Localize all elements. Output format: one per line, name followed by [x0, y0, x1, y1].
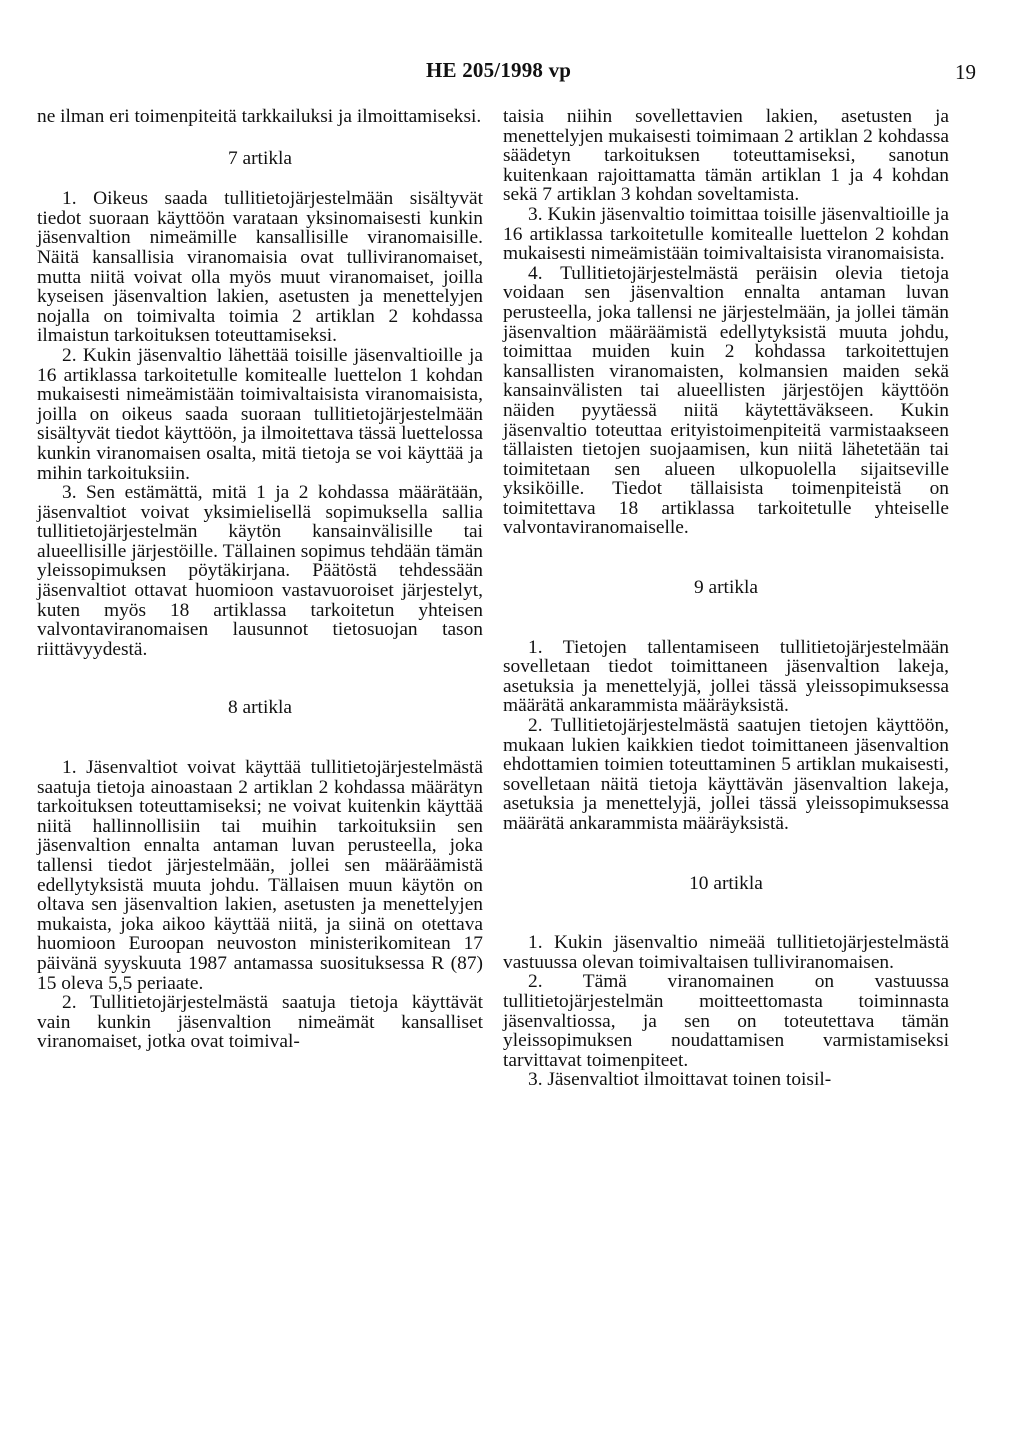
- document-id: HE 205/1998 vp: [426, 58, 572, 82]
- article-10-heading: 10 artikla: [689, 872, 763, 894]
- article-7-heading: 7 artikla: [227, 147, 293, 169]
- article-8-paragraph-3: 3. Kukin jäsenvaltio toimittaa toisille jäsenvaltioille ja 16 artiklassa tarkoitetulle komitealle luettelon 2 kohdan mukaisesti nimeämistään toimivaltaisista viranomaisista.: [503, 203, 949, 265]
- article-9-paragraph-1: 1. Tietojen tallentamiseen tullitietojärjestelmään sovelletaan tiedot toimittaneen jäsenvaltion lakeja, asetuksia ja menettelyjä, jollei tässä yleissopimuksessa määrätä ankarammista määräyksistä.: [503, 636, 949, 717]
- article-7-paragraph-3: 3. Sen estämättä, mitä 1 ja 2 kohdassa määrätään, jäsenvaltiot voivat yksimielisellä sopimuksella sallia tullitietojärjestelmän käytön kansainvälisille tai alueellisille järjestöille. Tällainen sopimus tehdään tämän yleissopimuksen pöytäkirjana. Päätöstä tehdessään jäsenvaltiot ottavat huomioon vastavuoroiset järjestelyt, kuten myös 18 artiklassa tarkoitetun yhteisen valvontaviranomaisen lausunnot tietosuojan tason riittävyydestä.: [37, 482, 483, 660]
- article-8-heading: 8 artikla: [227, 697, 293, 719]
- article-10-paragraph-2: 2. Tämä viranomainen on vastuussa tullitietojärjestelmän moitteettomasta toiminnasta jäsenvaltiossa, ja sen on toteutettava tämän yleissopimuksen noudattamisen varmistamiseksi tarvittavat toimenpiteet.: [503, 971, 949, 1071]
- page-header: [0, 58, 1024, 88]
- article-7-paragraph-1: 1. Oikeus saada tullitietojärjestelmään sisältyvät tiedot suoraan käyttöön varataan yksinomaisesti kunkin jäsenvaltion nimeämille kansallisille viranomaisille. Näitä kansallisia viranomaisia ovat tulliviranomaiset, mutta niitä voivat olla myös muut viranomaiset, joilla kyseisen jäsenvaltion lakien, asetusten ja menettelyjen nojalla on toimivalta toimia 2 artiklan 2 kohdassa ilmaistun tarkoituksen toteuttamiseksi.: [37, 188, 483, 347]
- article-10-paragraph-1: 1. Kukin jäsenvaltio nimeää tullitietojärjestelmästä vastuussa olevan toimivaltaisen tulliviranomaisen.: [503, 932, 949, 973]
- article-10-paragraph-3: 3. Jäsenvaltiot ilmoittavat toinen toisil-: [528, 1069, 832, 1091]
- paragraph-continuation: taisia niihin sovellettavien lakien, asetusten ja menettelyjen mukaisesti toimimaan 2 artiklan 2 kohdassa säädetyn tarkoituksen toteuttamiseksi, sanotun kuitenkaan rajoittamatta tämän artiklan 1 ja 4 kohdan sekä 7 artiklan 3 kohdan soveltamista.: [503, 106, 949, 206]
- article-8-paragraph-1: 1. Jäsenvaltiot voivat käyttää tullitietojärjestelmästä saatuja tietoja ainoastaan 2 artiklan 2 kohdassa määrätyn tarkoituksen toteuttamiseksi; ne voivat kuitenkin käyttää niitä hallinnollisiin tai muihin tarkoituksiin sen jäsenvaltion ennalta antaman luvan perusteella, joka tallensi tiedot järjestelmään, jollei sen määräämistä edellytyksistä muuta johdu. Tällaisen muun käytön on oltava sen jäsenvaltion lakien, asetusten ja menettelyjen mukaista, joka aikoo käyttää niitä, ja siinä on otettava huomioon Euroopan neuvoston ministerikomitean 17 päivänä syyskuuta 1987 antamassa suosituksessa R (87) 15 oleva 5,5 periaate.: [37, 757, 483, 994]
- paragraph-continuation: ne ilman eri toimenpiteitä tarkkailuksi ja ilmoittamiseksi.: [37, 106, 482, 127]
- page-number: 19: [955, 60, 976, 84]
- article-8-paragraph-2: 2. Tullitietojärjestelmästä saatuja tietoja käyttävät vain kunkin jäsenvaltion nimeämät kansalliset viranomaiset, jotka ovat toimival-: [37, 992, 483, 1053]
- right-column: [503, 107, 949, 1090]
- article-9-paragraph-2: 2. Tullitietojärjestelmästä saatujen tietojen käyttöön, mukaan lukien kaikkien tiedot toimittaneen jäsenvaltion ehdottamien toimien toteuttaminen 5 artiklan mukaisesti, sovelletaan näitä tietoja käyttävän jäsenvaltion lakeja, asetuksia ja menettelyjä, jollei tässä yleissopimuksessa määrätä ankarammista määräyksistä.: [503, 715, 949, 834]
- article-8-paragraph-4: 4. Tullitietojärjestelmästä peräisin olevia tietoja voidaan sen jäsenvaltion ennalta antaman luvan perusteella, joka tallensi ne järjestelmään, ja jollei tämän jäsenvaltion määräämistä edellytyksistä muuta johdu, toimittaa muiden kuin 2 kohdassa tarkoitettujen kansallisten viranomaisten, kolmansien maiden sekä kansainvälisten tai alueellisten järjestöjen käyttöön näiden pyytäessä niitä käytettäväkseen. Kukin jäsenvaltio toteuttaa erityistoimenpiteitä varmistaakseen tällaisten tietojen suojaamisen, kun niitä lähetetään tai toimitetaan sen alueen ulkopuolella sijaitseville yksiköille. Tiedot tällaisista toimenpiteistä on toimitettava 18 artiklassa tarkoitetulle yhteiselle valvontaviranomaiselle.: [503, 262, 949, 539]
- left-column: [37, 107, 483, 1052]
- article-9-heading: 9 artikla: [693, 577, 759, 599]
- article-7-paragraph-2: 2. Kukin jäsenvaltio lähettää toisille jäsenvaltioille ja 16 artiklassa tarkoitetulle komitealle luettelon 1 kohdan mukaisesti nimeämistään toimivaltaisista viranomaisista, joilla on oikeus saada suoraan tullitietojärjestelmään sisältyvät tiedot käyttöön, ja ilmoitettava tässä luettelossa kunkin viranomaisen osalta, mitä tietoja se voi käyttää ja mihin tarkoituksiin.: [37, 344, 483, 484]
